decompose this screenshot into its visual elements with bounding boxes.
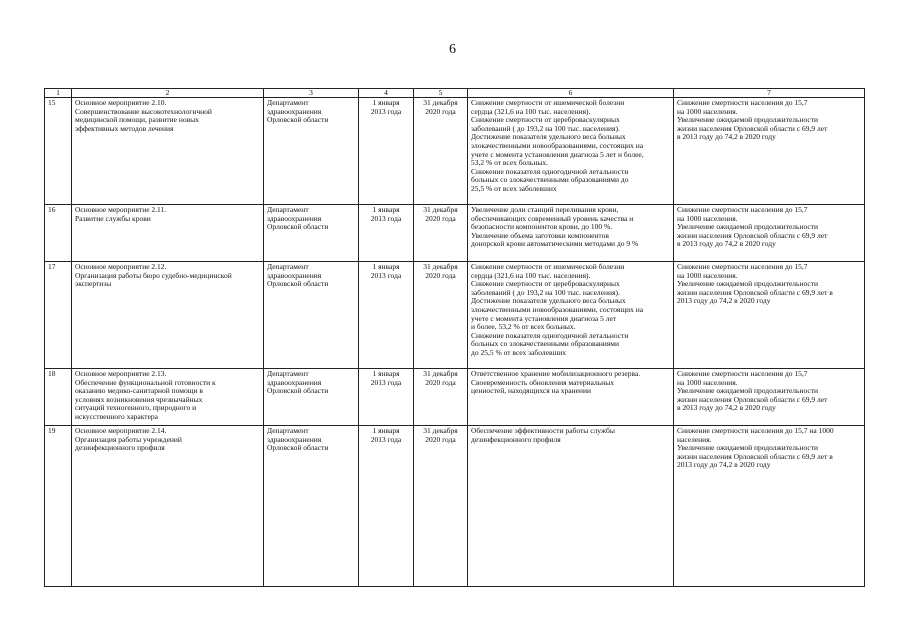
indicators-cell (674, 369, 865, 426)
end-date: 31 декабря 2020 года (423, 369, 458, 387)
row-number-cell (45, 205, 72, 262)
expected-result-cell (468, 369, 674, 426)
column-header: 7 (674, 89, 865, 98)
expected-result-text: Обеспечение эффективности работы службы дезинфекционного профиля (471, 426, 615, 444)
row-number-cell (45, 369, 72, 426)
expected-result-cell (468, 98, 674, 205)
end-date-cell (414, 262, 468, 369)
end-date-cell (414, 426, 468, 587)
activity-cell (72, 98, 264, 205)
row-number: 15 (48, 98, 56, 107)
start-date: 1 января 2013 года (370, 262, 402, 280)
indicators-cell (674, 262, 865, 369)
end-date: 31 декабря 2020 года (423, 205, 458, 223)
start-date-cell (359, 426, 414, 587)
indicators-text: Снижение смертности населения до 15,7 на 1000 населения. Увеличение ожидаемой продолжительности жизни населения Орловской области с 69,9 лет в 2013 году до 74,2 в 2020 году (677, 262, 833, 306)
table-row (45, 205, 865, 262)
indicators-cell (674, 98, 865, 205)
start-date-cell (359, 98, 414, 205)
executor-text: Департамент здравоохранения Орловской области (267, 262, 329, 289)
end-date-cell (414, 369, 468, 426)
indicators-cell (674, 426, 865, 587)
executor-text: Департамент здравоохранения Орловской области (267, 98, 329, 125)
end-date-cell (414, 205, 468, 262)
expected-result-text: Увеличение доли станций переливания крови, обеспечивающих современный уровень качества и безопасности компонентов крови, до 100 %. Увеличение объема заготовки компонентов донорской крови автоматическими методами до 9 % (471, 205, 639, 249)
start-date-cell (359, 205, 414, 262)
indicators-text: Снижение смертности населения до 15,7 на 1000 населения. Увеличение ожидаемой продолжительности жизни населения Орловской области с 69,9 лет в 2013 году до 74,2 в 2020 году (677, 205, 828, 249)
expected-result-text: Ответственное хранение мобилизационного резерва. Своевременность обновления материальных ценностей, находящихся на хранении (471, 369, 641, 396)
executor-cell (264, 426, 359, 587)
activity-text: Основное мероприятие 2.12. Организация работы бюро судебно-медицинской экспертизы (75, 262, 232, 289)
executor-cell (264, 369, 359, 426)
start-date: 1 января 2013 года (370, 205, 402, 223)
indicators-text: Снижение смертности населения до 15,7 на 1000 населения. Увеличение ожидаемой продолжительности жизни населения Орловской области с 69,9 лет в 2013 году до 74,2 в 2020 году (677, 369, 828, 413)
expected-result-cell (468, 426, 674, 587)
column-header: 3 (264, 89, 359, 98)
column-header: 6 (468, 89, 674, 98)
start-date-cell (359, 369, 414, 426)
row-number: 17 (48, 262, 56, 271)
executor-text: Департамент здравоохранения Орловской области (267, 369, 329, 396)
activity-cell (72, 205, 264, 262)
expected-result-cell (468, 262, 674, 369)
expected-result-text: Снижение смертности от ишемической болезни сердца (321,6 на 100 тыс. населения). Снижение смертности от цереброваскулярных заболеваний ( до 193,2 на 100 тыс. населения). Достижение показателя удельного веса больных злокачественными новообразованиями, состоящих на учете с момента установления диагноза 5 лет и более, 53,2 % от всех больных. Снижение показателя одногодичной летальности больных со злокачественными образованиями до 25,5 % от всех заболевших (471, 262, 644, 357)
row-number-cell (45, 262, 72, 369)
row-number-cell (45, 426, 72, 587)
column-header: 2 (72, 89, 264, 98)
executor-cell (264, 205, 359, 262)
start-date: 1 января 2013 года (370, 98, 402, 116)
table-header-row (45, 89, 865, 98)
row-number: 16 (48, 205, 56, 214)
table-row (45, 262, 865, 369)
executor-text: Департамент здравоохранения Орловской области (267, 426, 329, 453)
row-number-cell (45, 98, 72, 205)
start-date: 1 января 2013 года (370, 369, 402, 387)
activity-text: Основное мероприятие 2.11. Развитие службы крови (75, 205, 167, 223)
expected-result-cell (468, 205, 674, 262)
activity-cell (72, 262, 264, 369)
activity-text: Основное мероприятие 2.14. Организация работы учреждений дезинфекционного профиля (75, 426, 182, 453)
column-header: 1 (45, 89, 72, 98)
end-date: 31 декабря 2020 года (423, 98, 458, 116)
expected-result-text: Снижение смертности от ишемической болезни сердца (321,6 на 100 тыс. населения). Снижение смертности от цереброваскулярных заболеваний ( до 193,2 на 100 тыс. населения). Достижение показателя удельного веса больных злокачественными новообразованиями, состоящих на учете с момента установления диагноза 5 лет и более, 53,2 % от всех больных. Снижение показателя одногодичной летальности больных со злокачественными образованиями до 25,5 % от всех заболевших (471, 98, 644, 193)
indicators-text: Снижение смертности населения до 15,7 на 1000 населения. Увеличение ожидаемой продолжительности жизни населения Орловской области с 69,9 лет в 2013 году до 74,2 в 2020 году (677, 98, 828, 142)
activity-text: Основное мероприятие 2.13. Обеспечение функциональной готовности к оказанию медико-санитарной помощи в условиях возникновения чрезвычайных ситуаций техногенного, природного и искусственного характера (75, 369, 216, 421)
executor-text: Департамент здравоохранения Орловской области (267, 205, 329, 232)
activity-cell (72, 426, 264, 587)
end-date: 31 декабря 2020 года (423, 262, 458, 280)
table-row (45, 98, 865, 205)
end-date: 31 декабря 2020 года (423, 426, 458, 444)
activity-cell (72, 369, 264, 426)
column-header: 5 (414, 89, 468, 98)
indicators-text: Снижение смертности населения до 15,7 на 1000 населения. Увеличение ожидаемой продолжительности жизни населения Орловской области с 69,9 лет в 2013 году до 74,2 в 2020 году (677, 426, 834, 470)
start-date: 1 января 2013 года (370, 426, 402, 444)
row-number: 19 (48, 426, 56, 435)
row-number: 18 (48, 369, 56, 378)
executor-cell (264, 98, 359, 205)
executor-cell (264, 262, 359, 369)
indicators-cell (674, 205, 865, 262)
column-header: 4 (359, 89, 414, 98)
page-number: 6 (449, 42, 456, 57)
activity-text: Основное мероприятие 2.10. Совершенствование высокотехнологичной медицинской помощи, развитие новых эффективных методов лечения (75, 98, 212, 133)
program-activities-table (44, 88, 865, 587)
start-date-cell (359, 262, 414, 369)
table-row (45, 426, 865, 587)
end-date-cell (414, 98, 468, 205)
table-row (45, 369, 865, 426)
